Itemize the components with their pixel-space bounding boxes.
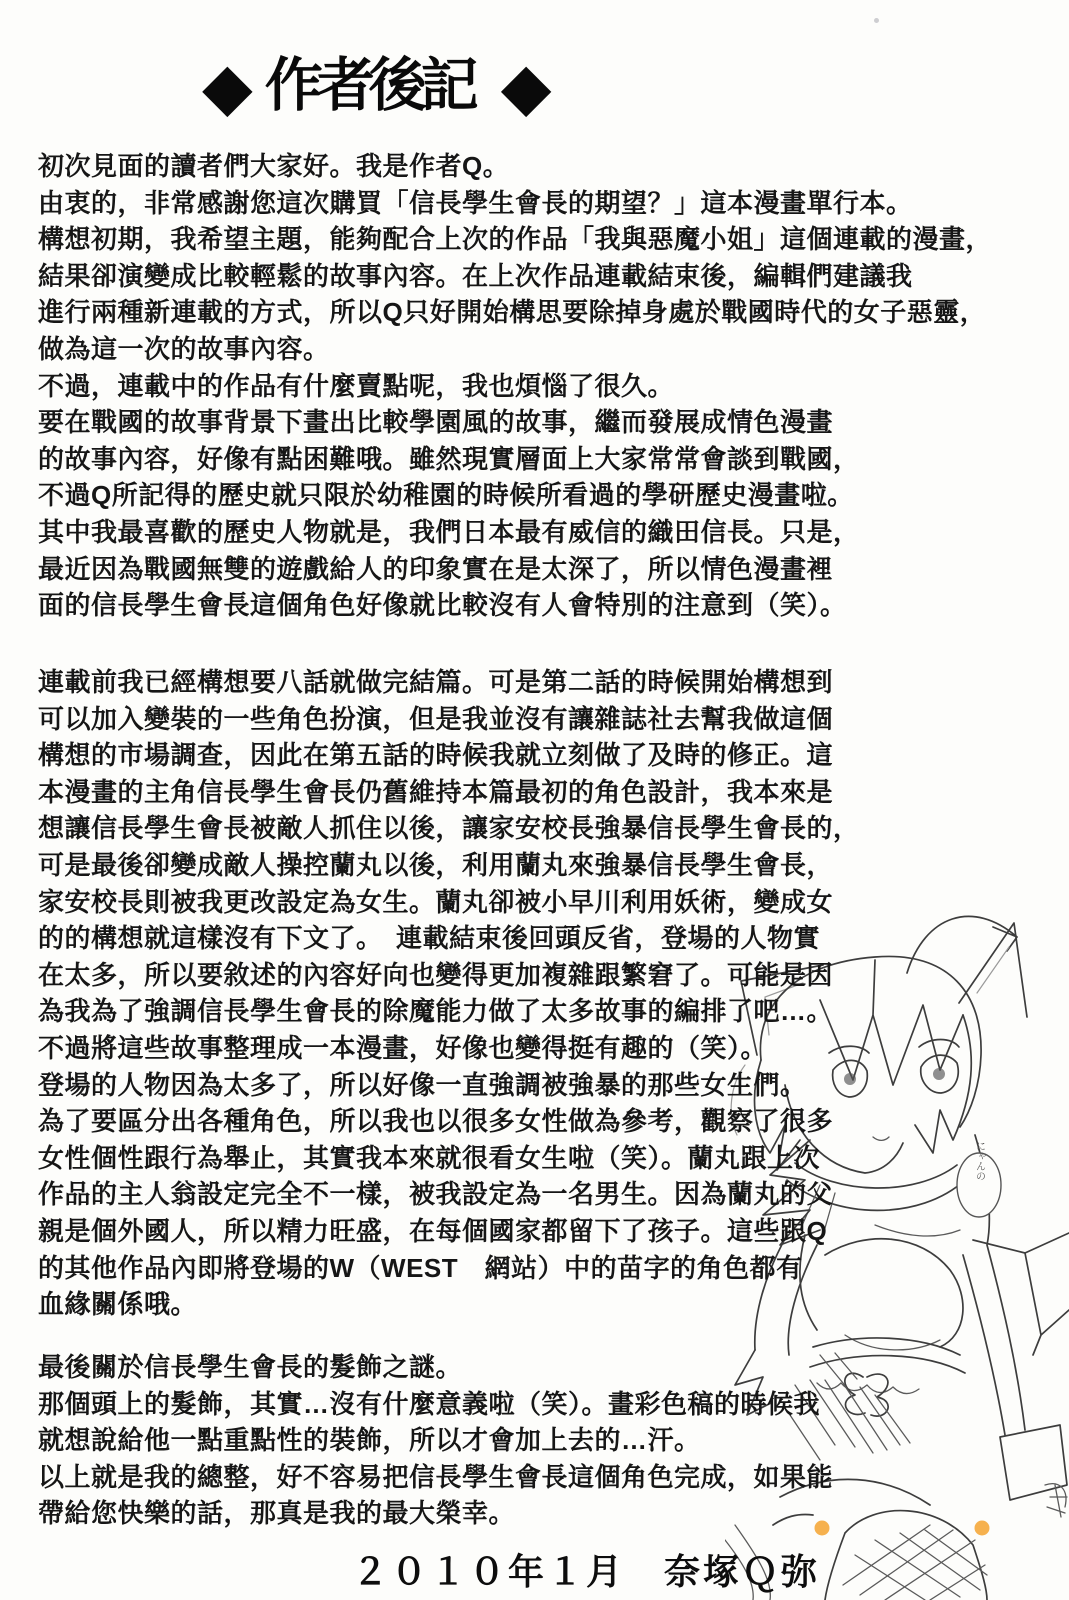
signature-date-author: ２０１０年１月 奈塚Ｑ弥 <box>352 1551 821 1592</box>
diamond-left-icon: ◆ <box>202 49 253 123</box>
paragraph-1 <box>38 148 992 624</box>
wrist-cuff <box>1000 1425 1067 1500</box>
mouth <box>873 1137 889 1140</box>
text-line: 作品的主人翁設定完全不一樣，被我設定為一名男生。因為蘭丸的父 <box>38 1179 834 1210</box>
text-line: 構想的市場調查，因此在第五話的時候我就立刻做了及時的修正。這 <box>38 740 834 771</box>
text-line: 可是最後卻變成敵人操控蘭丸以後，利用蘭丸來強暴信長學生會長， <box>38 849 834 880</box>
orange-dot-right <box>975 1521 990 1536</box>
hair-spikes-right <box>915 1015 971 1153</box>
text-line: 家安校長則被我更改設定為女生。蘭丸卻被小早川利用妖術，變成女 <box>38 886 834 917</box>
scarf-tail <box>973 1233 1069 1355</box>
text-line: 最後關於信長學生會長的髮飾之謎。 <box>38 1352 463 1382</box>
paragraph-2 <box>38 664 860 1323</box>
diamond-right-icon: ◆ <box>500 49 552 123</box>
text-line: 的的構想就這樣沒有下文了。 連載結束後回頭反省，登場的人物實 <box>38 923 821 954</box>
text-line: 親是個外國人，所以精力旺盛，在每個國家都留下了孩子。這些跟Q <box>38 1215 828 1246</box>
text-line: 構想初期，我希望主題，能夠配合上次的作品「我與惡魔小姐」這個連載的漫畫， <box>38 224 993 255</box>
text-line: 要在戰國的故事背景下畫出比較學園風的故事，繼而發展成情色漫畫 <box>38 407 834 438</box>
text-line: 其中我最喜歡的歷史人物就是，我們日本最有威信的織田信長。只是， <box>38 516 860 547</box>
text-line: 結果卻演變成比較輕鬆的故事內容。在上次作品連載結束後，編輯們建議我 <box>38 260 913 291</box>
text-line: 以上就是我的總整，好不容易把信長學生會長這個角色完成，如果能 <box>38 1461 834 1492</box>
text-line: 由衷的，非常感謝您這次購買「信長學生會長的期望？」這本漫畫單行本。 <box>38 187 913 218</box>
text-line: 初次見面的讀者們大家好。我是作者Q。 <box>38 151 510 181</box>
text-line: 在太多，所以要敘述的內容好向也變得更加複雜跟繁窘了。可能是因 <box>38 959 834 990</box>
text-line: 為我為了強調信長學生會長的除魔能力做了太多故事的編排了吧…。 <box>38 996 834 1027</box>
speech-bubble-text: にゃんの <box>973 1141 985 1181</box>
pupil-right <box>933 1068 945 1080</box>
fist <box>1045 1484 1067 1517</box>
text-line: 血緣關係哦。 <box>38 1289 198 1320</box>
text-line: 女性個性跟行為舉止，其實我本來就很看女生啦（笑）。蘭丸跟上次 <box>38 1142 821 1173</box>
text-line: 那個頭上的髮飾，其實…沒有什麼意義啦（笑）。畫彩色稿的時候我 <box>38 1388 821 1419</box>
text-line: 面的信長學生會長這個角色好像就比較沒有人會特別的注意到（笑）。 <box>38 590 847 621</box>
paragraph-3 <box>38 1349 833 1532</box>
text-line: 最近因為戰國無雙的遊戲給人的印象實在是太深了，所以情色漫畫裡 <box>38 553 834 584</box>
text-line: 可以加入變裝的一些角色扮演，但是我並沒有讓雜誌社去幫我做這個 <box>38 703 834 734</box>
text-line: 進行兩種新連載的方式，所以Q只好開始構思要除掉身處於戰國時代的女子惡靈， <box>38 297 987 328</box>
text-line: 不過將這些故事整理成一本漫畫，好像也變得挺有趣的（笑）。 <box>38 1032 768 1063</box>
text-line: 就想說給他一點重點性的裝飾，所以才會加上去的…汗。 <box>38 1425 701 1456</box>
text-line: 不過，連載中的作品有什麼賣點呢，我也煩惱了很久。 <box>38 370 675 401</box>
text-line: 登場的人物因為太多了，所以好像一直強調被強暴的那些女生們。 <box>38 1069 807 1100</box>
page-title-block <box>202 48 552 124</box>
text-line: 想讓信長學生會長被敵人抓住以後，讓家安校長強暴信長學生會長的， <box>38 813 860 844</box>
scan-speck <box>874 18 879 23</box>
text-line: 做為這一次的故事內容。 <box>38 333 330 364</box>
page-title: 作者後記 <box>264 53 473 118</box>
ahoge-hair-strand <box>907 916 1017 973</box>
text-line: 不過Q所記得的歷史就只限於幼稚園的時候所看過的學研歷史漫畫啦。 <box>38 480 854 511</box>
text-line: 帶給您快樂的話，那真是我的最大榮幸。 <box>38 1498 516 1529</box>
text-line: 本漫畫的主角信長學生會長仍舊維持本篇最初的角色設計，我本來是 <box>38 776 834 807</box>
text-line: 為了要區分出各種角色，所以我也以很多女性做為參考，觀察了很多 <box>38 1106 834 1137</box>
text-line: 連載前我已經構想要八話就做完結篇。可是第二話的時候開始構想到 <box>38 667 834 697</box>
text-line: 的其他作品內即將登場的W（WEST 網站）中的苗字的角色都有 <box>38 1252 803 1283</box>
text-line: 的故事內容，好像有點困難哦。雖然現實層面上大家常常會談到戰國， <box>38 443 860 474</box>
